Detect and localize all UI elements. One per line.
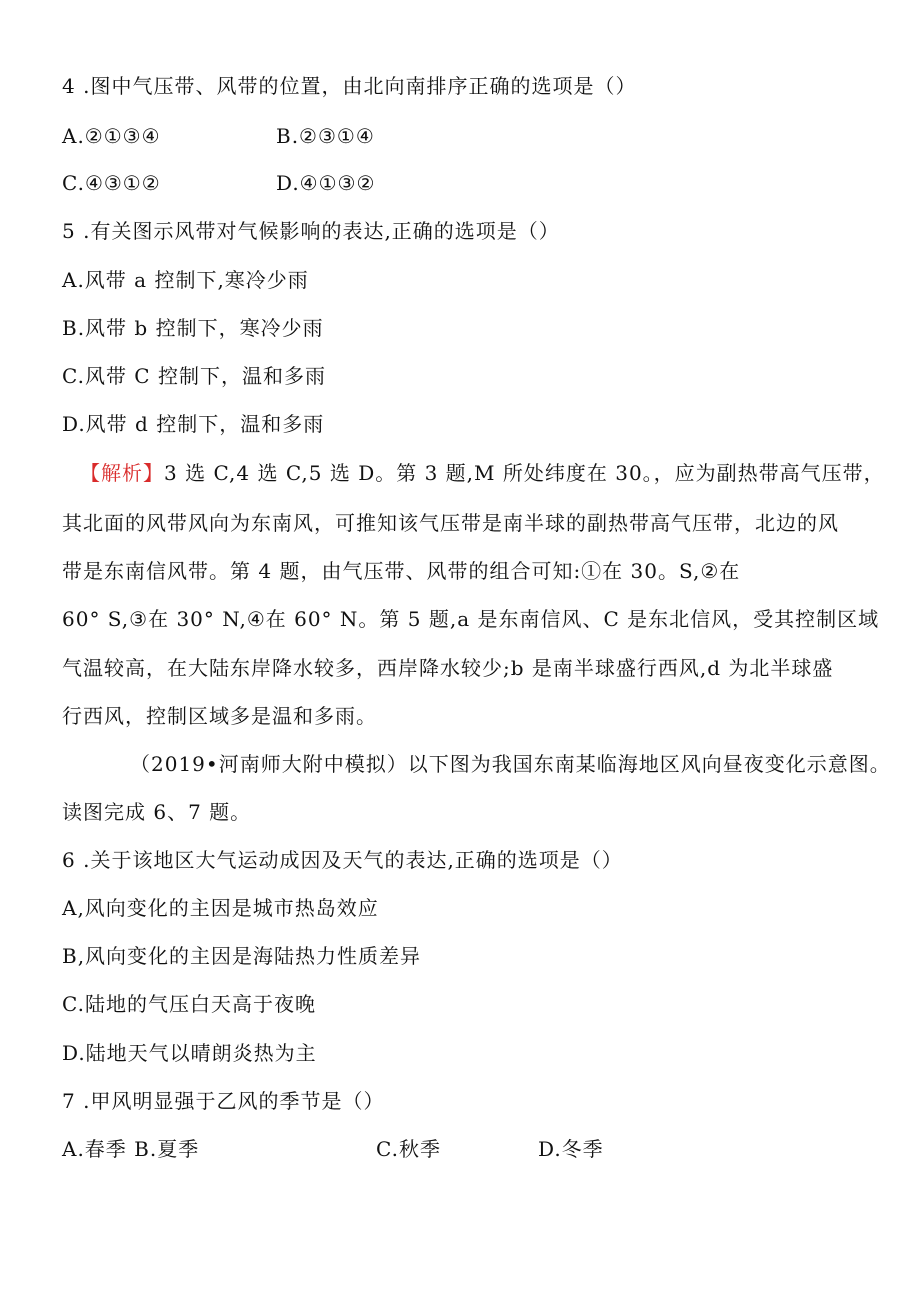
question-5-option-b: B.风带 b 控制下，寒冷少雨 xyxy=(62,316,324,340)
question-4-stem: 4 .图中气压带、风带的位置，由北向南排序正确的选项是（） xyxy=(62,74,637,98)
question-5-option-d: D.风带 d 控制下，温和多雨 xyxy=(62,412,325,436)
analysis-line-5: 气温较高，在大陆东岸降水较多，西岸降水较少;b 是南半球盛行西风,d 为北半球盛 xyxy=(62,656,834,680)
question-6-option-a: A,风向变化的主因是城市热岛效应 xyxy=(62,896,379,920)
question-6-option-d: D.陆地天气以晴朗炎热为主 xyxy=(62,1041,317,1065)
analysis-line-1 xyxy=(80,459,885,487)
question-4-option-d: D.④①③② xyxy=(276,171,376,195)
question-6-option-c: C.陆地的气压白天高于夜晚 xyxy=(62,992,316,1016)
analysis-line-3: 带是东南信风带。第 4 题，由气压带、风带的组合可知:①在 30。S,②在 xyxy=(62,559,741,583)
question-7-option-d: D.冬季 xyxy=(538,1137,604,1161)
question-4-option-a: A.②①③④ xyxy=(62,124,161,148)
analysis-line-2: 其北面的风带风向为东南风，可推知该气压带是南半球的副热带高气压带，北边的风 xyxy=(62,511,839,535)
question-7-option-ab: A.春季 B.夏季 xyxy=(62,1137,200,1161)
analysis-tag: 【解析】 xyxy=(80,461,164,485)
analysis-text-1: 3 选 C,4 选 C,5 选 D。第 3 题,M 所处纬度在 30。，应为副热带高气压带， xyxy=(164,461,885,485)
question-5-option-c: C.风带 C 控制下，温和多雨 xyxy=(62,364,326,388)
question-7-stem: 7 .甲风明显强于乙风的季节是（） xyxy=(62,1089,385,1113)
intro-line-1: （2019•河南师大附中模拟）以下图为我国东南某临海地区风向昼夜变化示意图。 xyxy=(130,752,891,776)
question-6-option-b: B,风向变化的主因是海陆热力性质差异 xyxy=(62,944,422,968)
question-6-stem: 6 .关于该地区大气运动成因及天气的表达,正确的选项是（） xyxy=(62,848,623,872)
question-4-option-c: C.④③①② xyxy=(62,171,161,195)
question-7-option-c: C.秋季 xyxy=(376,1137,441,1161)
question-4-option-b: B.②③①④ xyxy=(276,124,375,148)
question-5-option-a: A.风带 a 控制下,寒冷少雨 xyxy=(62,268,309,292)
analysis-line-4: 60° S,③在 30° N,④在 60° N。第 5 题,a 是东南信风、C 是东北信风，受其控制区域 xyxy=(62,607,880,631)
analysis-line-6: 行西风，控制区域多是温和多雨。 xyxy=(62,704,377,728)
intro-line-2: 读图完成 6、7 题。 xyxy=(62,800,252,824)
question-5-stem: 5 .有关图示风带对气候影响的表达,正确的选项是（） xyxy=(62,219,560,243)
